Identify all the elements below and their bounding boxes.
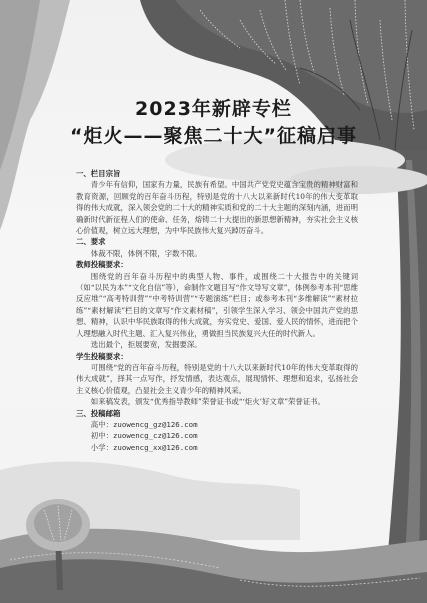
section-heading-email: 三、投稿邮箱: [76, 408, 121, 418]
notice-content: [76, 168, 358, 453]
teacher-requirements-heading: 教师投稿要求：: [76, 260, 128, 270]
teacher-requirements-body: 围绕党的百年奋斗历程中的典型人物、事件，或围绕二十大报告中的关键词（如“以民为本”“文化自信”等），命制作文题目写“作文导写文章”，体例参考本刊“思维反应堆”“高考特训营”“中考特训营”“专题演练”栏目；或参考本刊“多维解读”“素材拉练”“素材解读”栏目的文章写“作文素材稿”，引领学生深入学习、领会中国共产党的思想、精神，认识中华民族取得的伟大成就，夯实党史、爱国、爱人民的情怀，进而把个人理想融入时代主题、汇入复兴伟业，勇做担当民族复兴大任的时代新人。: [76, 271, 358, 338]
email-row-middleschool: [76, 430, 358, 441]
email-address[interactable]: zuowencg_gz@126.com: [112, 419, 198, 429]
email-label: 高中：: [90, 419, 113, 429]
email-address[interactable]: zuowencg_xx@126.com: [112, 442, 198, 452]
email-label: 初中：: [90, 431, 113, 441]
publication-award-note: 如来稿发表，颁发“优秀指导教师”荣誉证书或“‘炬火’好文章”荣誉证书。: [90, 397, 325, 407]
title-line-1: 2023年新辟专栏: [135, 98, 292, 120]
title-block: [0, 96, 427, 150]
teacher-selection-note: 选出最个，拒展要宽，发掘要深。: [90, 340, 202, 350]
section-heading-requirements: 二、要求: [76, 237, 106, 247]
email-label: 小学：: [90, 442, 113, 452]
section-body-requirements: 体裁不限，体例不限，字数不限。: [90, 248, 202, 258]
email-row-primaryschool: [76, 442, 358, 453]
student-requirements-body: 可围绕“党的百年奋斗历程，特别是党的十八大以来新时代10年的伟大变革取得的伟大成就”，择其一点写作，抒发情感，表达观点，展现情怀、理想和追求，弘扬社会主义核心价值观，凸显社会主义青少年的精神风采。: [76, 362, 358, 395]
email-row-highschool: [76, 419, 358, 430]
section-body-purpose: 青少年有信仰，国家有力量，民族有希望。中国共产党党史蕴含宝贵的精神财富和教育资源，回顾党的百年奋斗历程，特别是党的十八大以来新时代10年的伟大变革取得的伟大成就，深入领会党的二十大的精神实质和党的二十大主题的深刻内涵，进而明确新时代新征程人们的使命、任务，熔铸二十大提出的新思想新精神，夯实社会主义核心价值观，树立远大理想，为中华民族伟大复兴踔厉奋斗。: [76, 180, 358, 236]
email-address[interactable]: zuowencg_cz@126.com: [112, 431, 198, 441]
section-heading-purpose: 一、栏目宗旨: [76, 169, 121, 178]
student-requirements-heading: 学生投稿要求：: [76, 351, 128, 361]
title-line-2: “炬火——聚焦二十大”征稿启事: [70, 125, 357, 147]
